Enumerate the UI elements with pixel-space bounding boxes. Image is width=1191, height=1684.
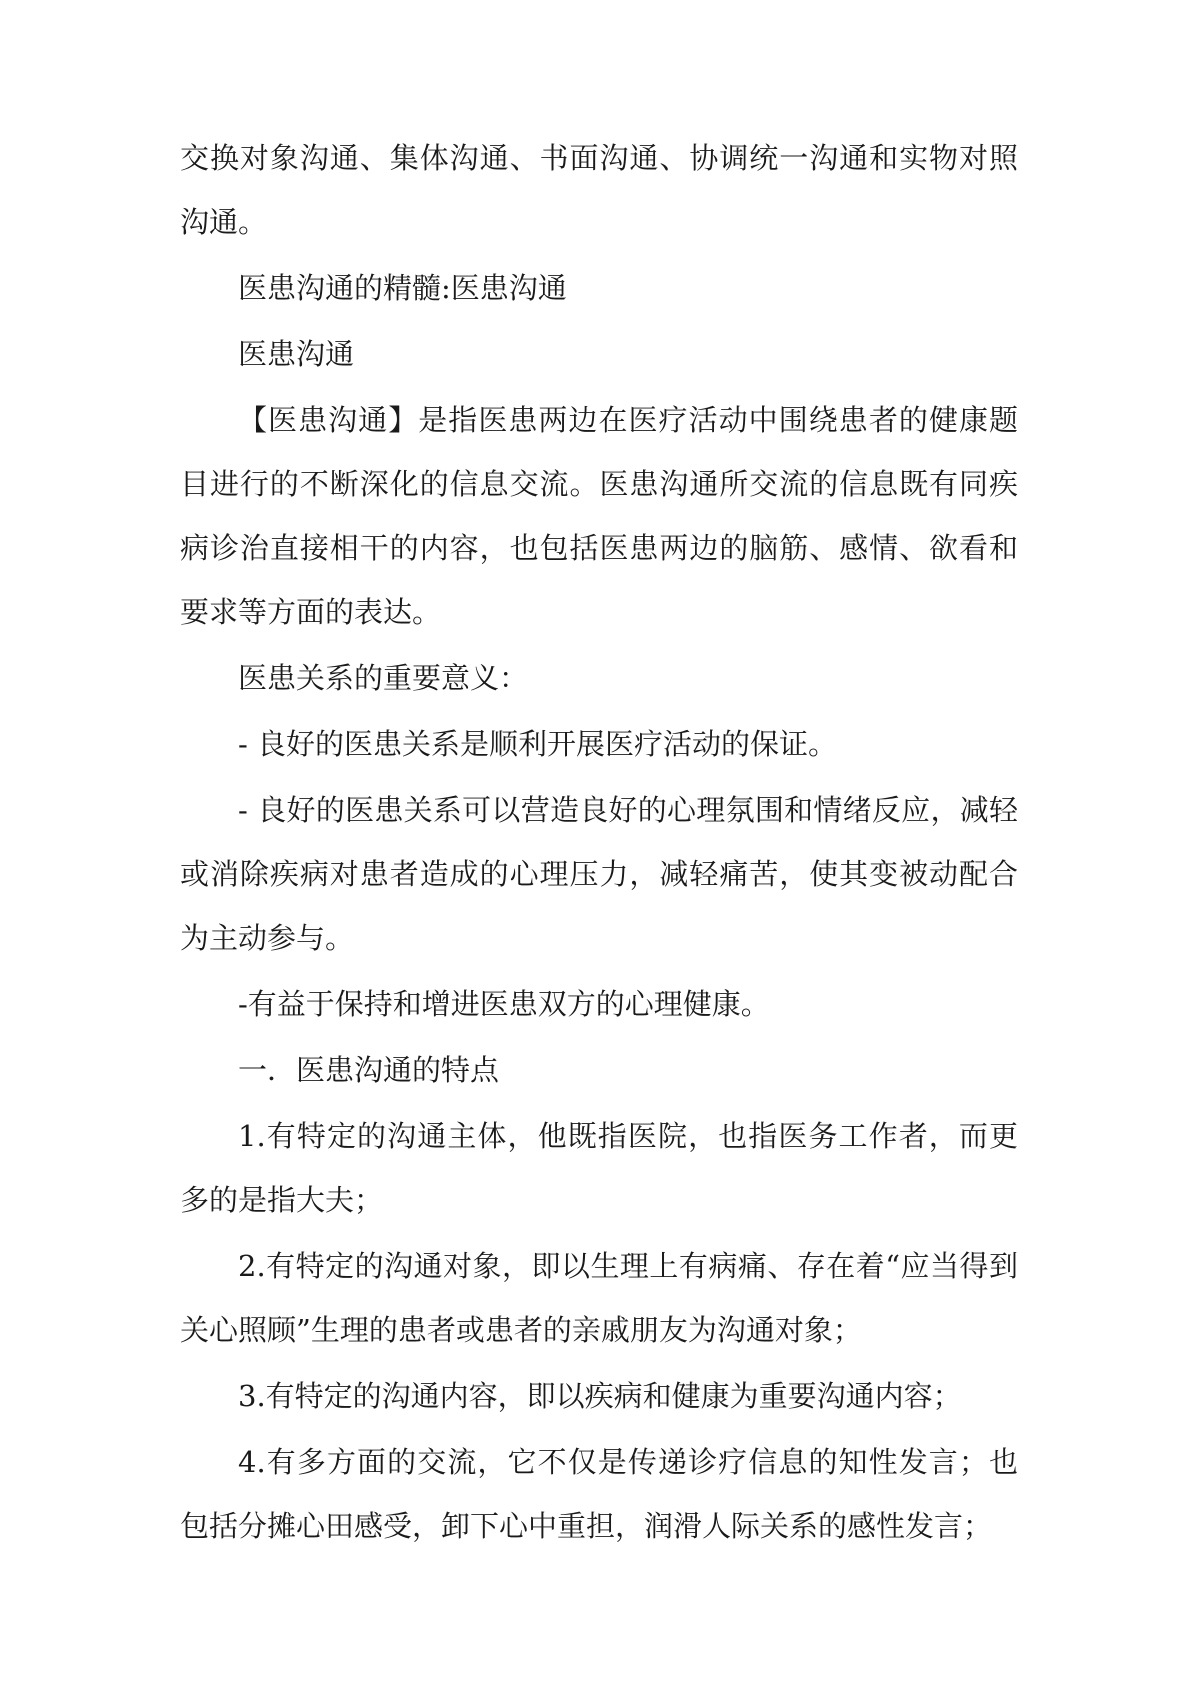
paragraph: 【医患沟通】是指医患两边在医疗活动中围绕患者的健康题目进行的不断深化的信息交流。医患沟通所交流的信息既有同疾病诊治直接相干的内容，也包括医患两边的脑筋、感情、欲看和要求等方面的表达。 [180, 403, 1018, 629]
list-item: 4.有多方面的交流，它不仅是传递诊疗信息的知性发言；也包括分摊心田感受，卸下心中重担，润滑人际关系的感性发言； [180, 1445, 1018, 1543]
paragraph: 医患沟通的精髓:医患沟通 [238, 271, 567, 305]
list-item: 3.有特定的沟通内容，即以疾病和健康为重要沟通内容； [238, 1379, 962, 1413]
section-heading: 医患沟通 [238, 337, 355, 371]
list-item: 2.有特定的沟通对象，即以生理上有病痛、存在着“应当得到关心照顾”生理的患者或患者的亲戚朋友为沟通对象； [180, 1249, 1018, 1347]
list-item: - 良好的医患关系可以营造良好的心理氛围和情绪反应，减轻或消除疾病对患者造成的心理压力，减轻痛苦，使其变被动配合为主动参与。 [180, 793, 1018, 955]
document-body [180, 126, 1018, 1560]
list-item: 1.有特定的沟通主体，他既指医院，也指医务工作者，而更多的是指大夫； [180, 1119, 1018, 1217]
paragraph: 医患关系的重要意义： [238, 661, 529, 695]
section-heading: 一．医患沟通的特点 [238, 1053, 500, 1087]
list-item: -有益于保持和增进医患双方的心理健康。 [238, 987, 770, 1021]
paragraph: 交换对象沟通、集体沟通、书面沟通、协调统一沟通和实物对照沟通。 [180, 141, 1018, 239]
list-item: - 良好的医患关系是顺利开展医疗活动的保证。 [238, 727, 838, 761]
